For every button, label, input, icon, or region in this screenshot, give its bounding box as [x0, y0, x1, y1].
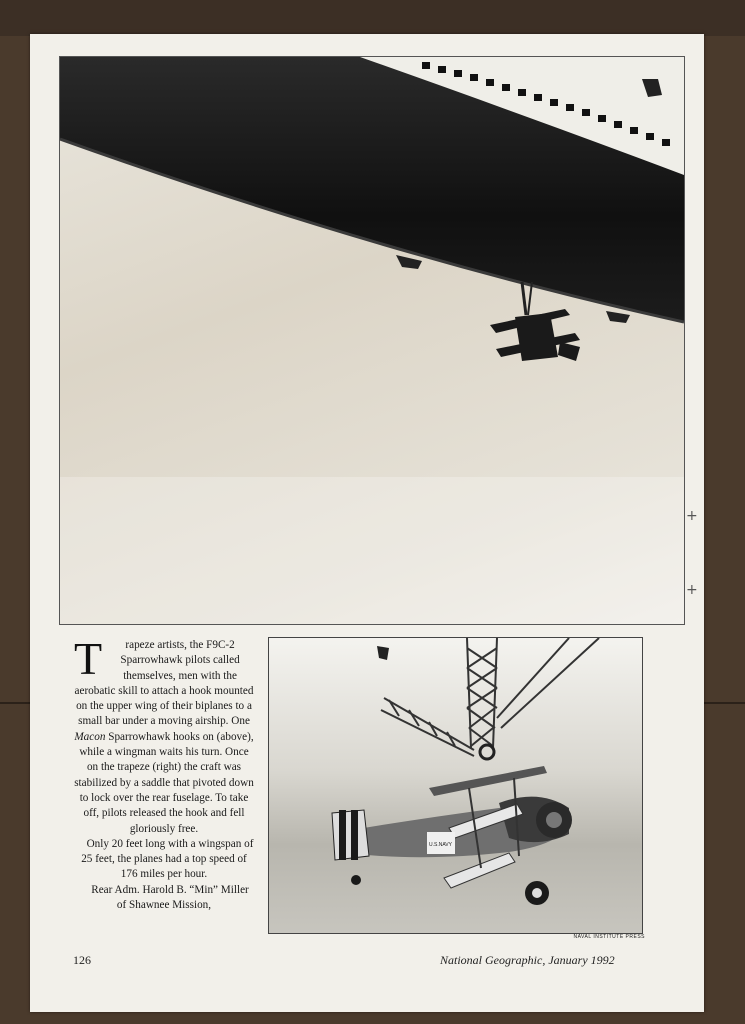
article-paragraph-2: Only 20 feet long with a wingspan of 25 feet, the planes had a top speed of 176 miles per hour.: [81, 837, 254, 881]
article-paragraph-3: Rear Adm. Harold B. “Min” Miller of Shawnee Mission,: [91, 883, 249, 912]
background-table-top: [0, 0, 745, 36]
drop-cap: T: [74, 633, 103, 684]
paragraph-1-text: rapeze artists, the F9C-2 Sparrowhawk pilots called themselves, men with the aerobatic skill to attach a hook mounted on the upper wing of their biplanes to a small bar under a moving airship. One Macon Sparrowhawk hooks on (above), while a wingman waits his turn. Once on the trapeze (right) the craft was stabilized by a saddle that pivoted down to lock over the rear fuselage. To take off, pilots released the hook and fell gloriously free.: [74, 639, 254, 835]
photo-credit: NAVAL INSTITUTE PRESS: [573, 934, 645, 940]
page-number: 126: [73, 953, 91, 967]
trapeze-photo: [268, 637, 643, 934]
airship-photo: [59, 56, 685, 625]
biplane-on-trapeze-image: [269, 638, 642, 933]
publication-line: National Geographic, January 1992: [440, 953, 615, 967]
airship-with-biplanes-image: [60, 57, 684, 624]
fuselage-marking: U.S.NAVY: [429, 842, 452, 848]
article-paragraph-1: [74, 633, 254, 837]
magazine-page: [30, 34, 704, 1012]
crop-mark-icon: +: [686, 582, 698, 598]
article-body-text: [74, 633, 254, 913]
crop-mark-icon: +: [686, 508, 698, 524]
airship-name: Macon: [74, 730, 106, 743]
